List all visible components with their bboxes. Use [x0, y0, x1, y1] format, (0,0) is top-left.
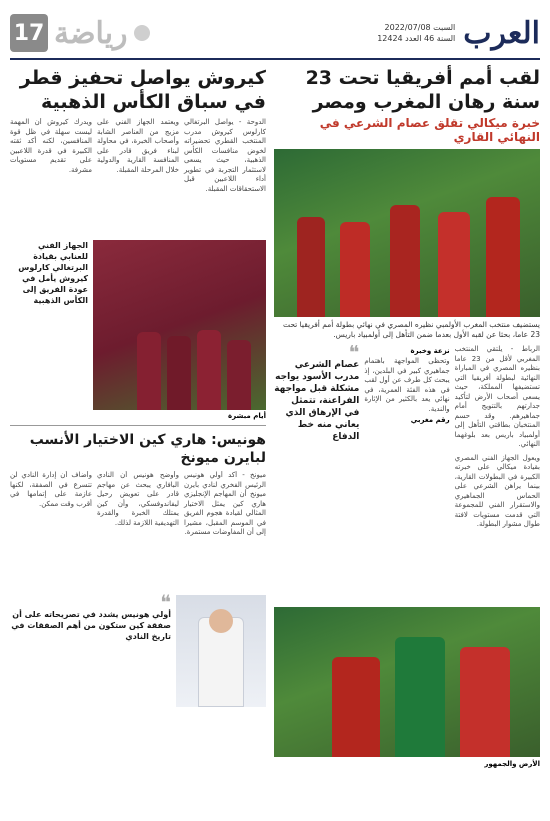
hoeness-photo-row: [10, 590, 266, 707]
main-headline: لقب أمم أفريقيا تحت 23 سنة رهان المغرب ومصر: [305, 67, 540, 113]
morocco-photo: [274, 607, 540, 757]
qatar-photo: [93, 240, 266, 410]
main-body-col: الرباط - يلتقي المنتخب المغربي لأقل من 23 عاما بنظيره المصري في المباراة النهائية لبطولة أفريقيا التي تستضيفها المملكة، حيث يسعى أصحاب الأرض لتأكيد جدارتهم بالتتويج أمام جماهيرهم. وقد حسم المنتخبان بطاقتي التأهل إلى أولمبياد باريس بعد بلوغهما النهائي.: [454, 345, 540, 448]
qatar-photo-credit: أيام مبشرة: [227, 412, 266, 420]
brand-block: [377, 16, 540, 51]
player-figure: [137, 332, 161, 410]
brand-logo: العرب: [463, 15, 540, 51]
quote-icon: ❝: [160, 590, 171, 614]
main-pullquote: عصام الشرعي مدرب الأسود يواجه مشكلة قبل مواجهة الفراعنة، تتمثل في الإرهاق الذي يعاني منه خط الدفاع: [274, 360, 360, 442]
main-story: [274, 66, 540, 821]
section-title: رياضة: [54, 15, 128, 51]
qatar-body-columns: [10, 118, 266, 236]
qatar-pullquote-box: [10, 240, 88, 410]
kane-photo: [176, 595, 266, 707]
issue-number: السنة 46 العدد 12424: [377, 34, 456, 43]
main-subhead: خبرة ميكالي تقلق عصام الشرعي في النهائي القاري: [319, 116, 540, 144]
player-figure: [297, 217, 325, 317]
player-figure: [486, 197, 520, 317]
main-body-col: ويعول الجهاز الفني المصري بقيادة ميكالي على خبرته الكبيرة في البطولات القارية، بينما يراهن الشرعي على الحماس الجماهيري والاستقرار الفني للمجموعة التي قدمت مستويات لافتة طوال مشوار البطولة.: [454, 453, 540, 528]
main-photo: [274, 149, 540, 317]
hoeness-pullquote: أولي هونيس يشدد في تصريحاته على أن صفقة كين ستكون من أهم الصفقات في تاريخ النادي: [11, 610, 171, 641]
qatar-body-col: الدوحة - يواصل البرتغالي كارلوس كيروش مدرب المنتخب القطري تحضيراته لخوض منافسات الكأس الذهبية، حيث يسعى لاستثمار التجربة في تطوير أداء اللاعبين قبل الاستحقاقات المقبلة.: [184, 118, 266, 193]
quote-icon: ❝: [348, 345, 360, 364]
page-number: 17: [10, 14, 48, 52]
qatar-body-col: ويعتمد الجهاز الفني على مزيج من العناصر الشابة وأصحاب الخبرة، في محاولة لبناء فريق قادر على المنافسة القارية والدولية خلال المرحلة المقبلة.: [97, 118, 179, 174]
player-figure: [332, 657, 380, 757]
player-figure: [395, 637, 445, 757]
main-body-columns: [274, 345, 540, 603]
hoeness-pullquote-box: [10, 590, 171, 707]
player-head: [209, 609, 233, 633]
divider: [10, 425, 266, 426]
issue-date: السبت 2022/07/08: [384, 23, 456, 32]
player-figure: [460, 647, 510, 757]
masthead: [10, 8, 540, 60]
player-figure: [438, 212, 470, 317]
main-body-col: وتحظى المواجهة باهتمام جماهيري كبير في البلدين، إذ يبحث كل طرف عن أول لقب في هذه الفئة العمرية، في نهائي يعد بالكثير من الإثارة والندية.: [364, 357, 450, 413]
player-figure: [227, 340, 251, 410]
subsection-label: رقم مغربي: [410, 416, 450, 424]
hoeness-body-columns: [10, 471, 266, 591]
qatar-pullquote: الجهاز الفني للعنابي بقيادة البرتغالي كارلوس كيروش يأمل في عودة الفريق إلى الكأس الذهبية: [18, 241, 88, 305]
secondary-stories: [10, 66, 266, 821]
section-block: [10, 14, 150, 52]
hoeness-body-col: ميونخ - أكد أولي هونيس الرئيس الفخري لنادي بايرن ميونخ أن المهاجم الإنجليزي هاري كين يمثل الاختيار المثالي لقيادة هجوم الفريق في الموسم المقبل، مشيرا إلى أن المفاوضات مستمرة.: [184, 471, 266, 536]
qatar-headline: كيروش يواصل تحفيز قطر في سباق الكأس الذهبية: [19, 67, 266, 113]
subsection-label: نزعة وخبرة: [410, 347, 450, 355]
player-figure: [167, 336, 191, 410]
main-lead: يستضيف منتخب المغرب الأولمبي نظيره المصري في نهائي بطولة أمم أفريقيا تحت 23 عاما، بحثا عن لقبه الأول بعدما ضمن التأهل إلى أولمبياد باريس.: [282, 320, 540, 339]
qatar-body-col: ويدرك كيروش أن المهمة ليست سهلة في ظل قوة المنافسين، لكنه أكد ثقته الكبيرة في قدرة اللاعبين على تقديم مستويات مشرفة.: [10, 118, 92, 174]
issue-info: [377, 22, 455, 44]
footer-label: الأرض والجمهور: [484, 760, 540, 768]
hoeness-body-col: وأوضح هونيس أن النادي البافاري يبحث عن مهاجم قادر على تعويض رحيل ليفاندوفسكي، وأن كين يمتلك الخبرة والقدرة التهديفية اللازمة لذلك.: [97, 471, 179, 527]
hoeness-headline: هونيس: هاري كين الاختيار الأنسب لبايرن ميونخ: [29, 432, 266, 466]
player-figure: [340, 222, 370, 317]
player-figure: [390, 205, 420, 317]
ball-icon: [134, 25, 150, 41]
content-area: [10, 66, 540, 821]
qatar-photo-row: [10, 240, 266, 410]
player-figure: [197, 330, 221, 410]
hoeness-body-col: وأضاف أن إدارة النادي لن تتسرع في الصفقة، لكنها عازمة على إتمامها في أقرب وقت ممكن.: [10, 471, 92, 508]
